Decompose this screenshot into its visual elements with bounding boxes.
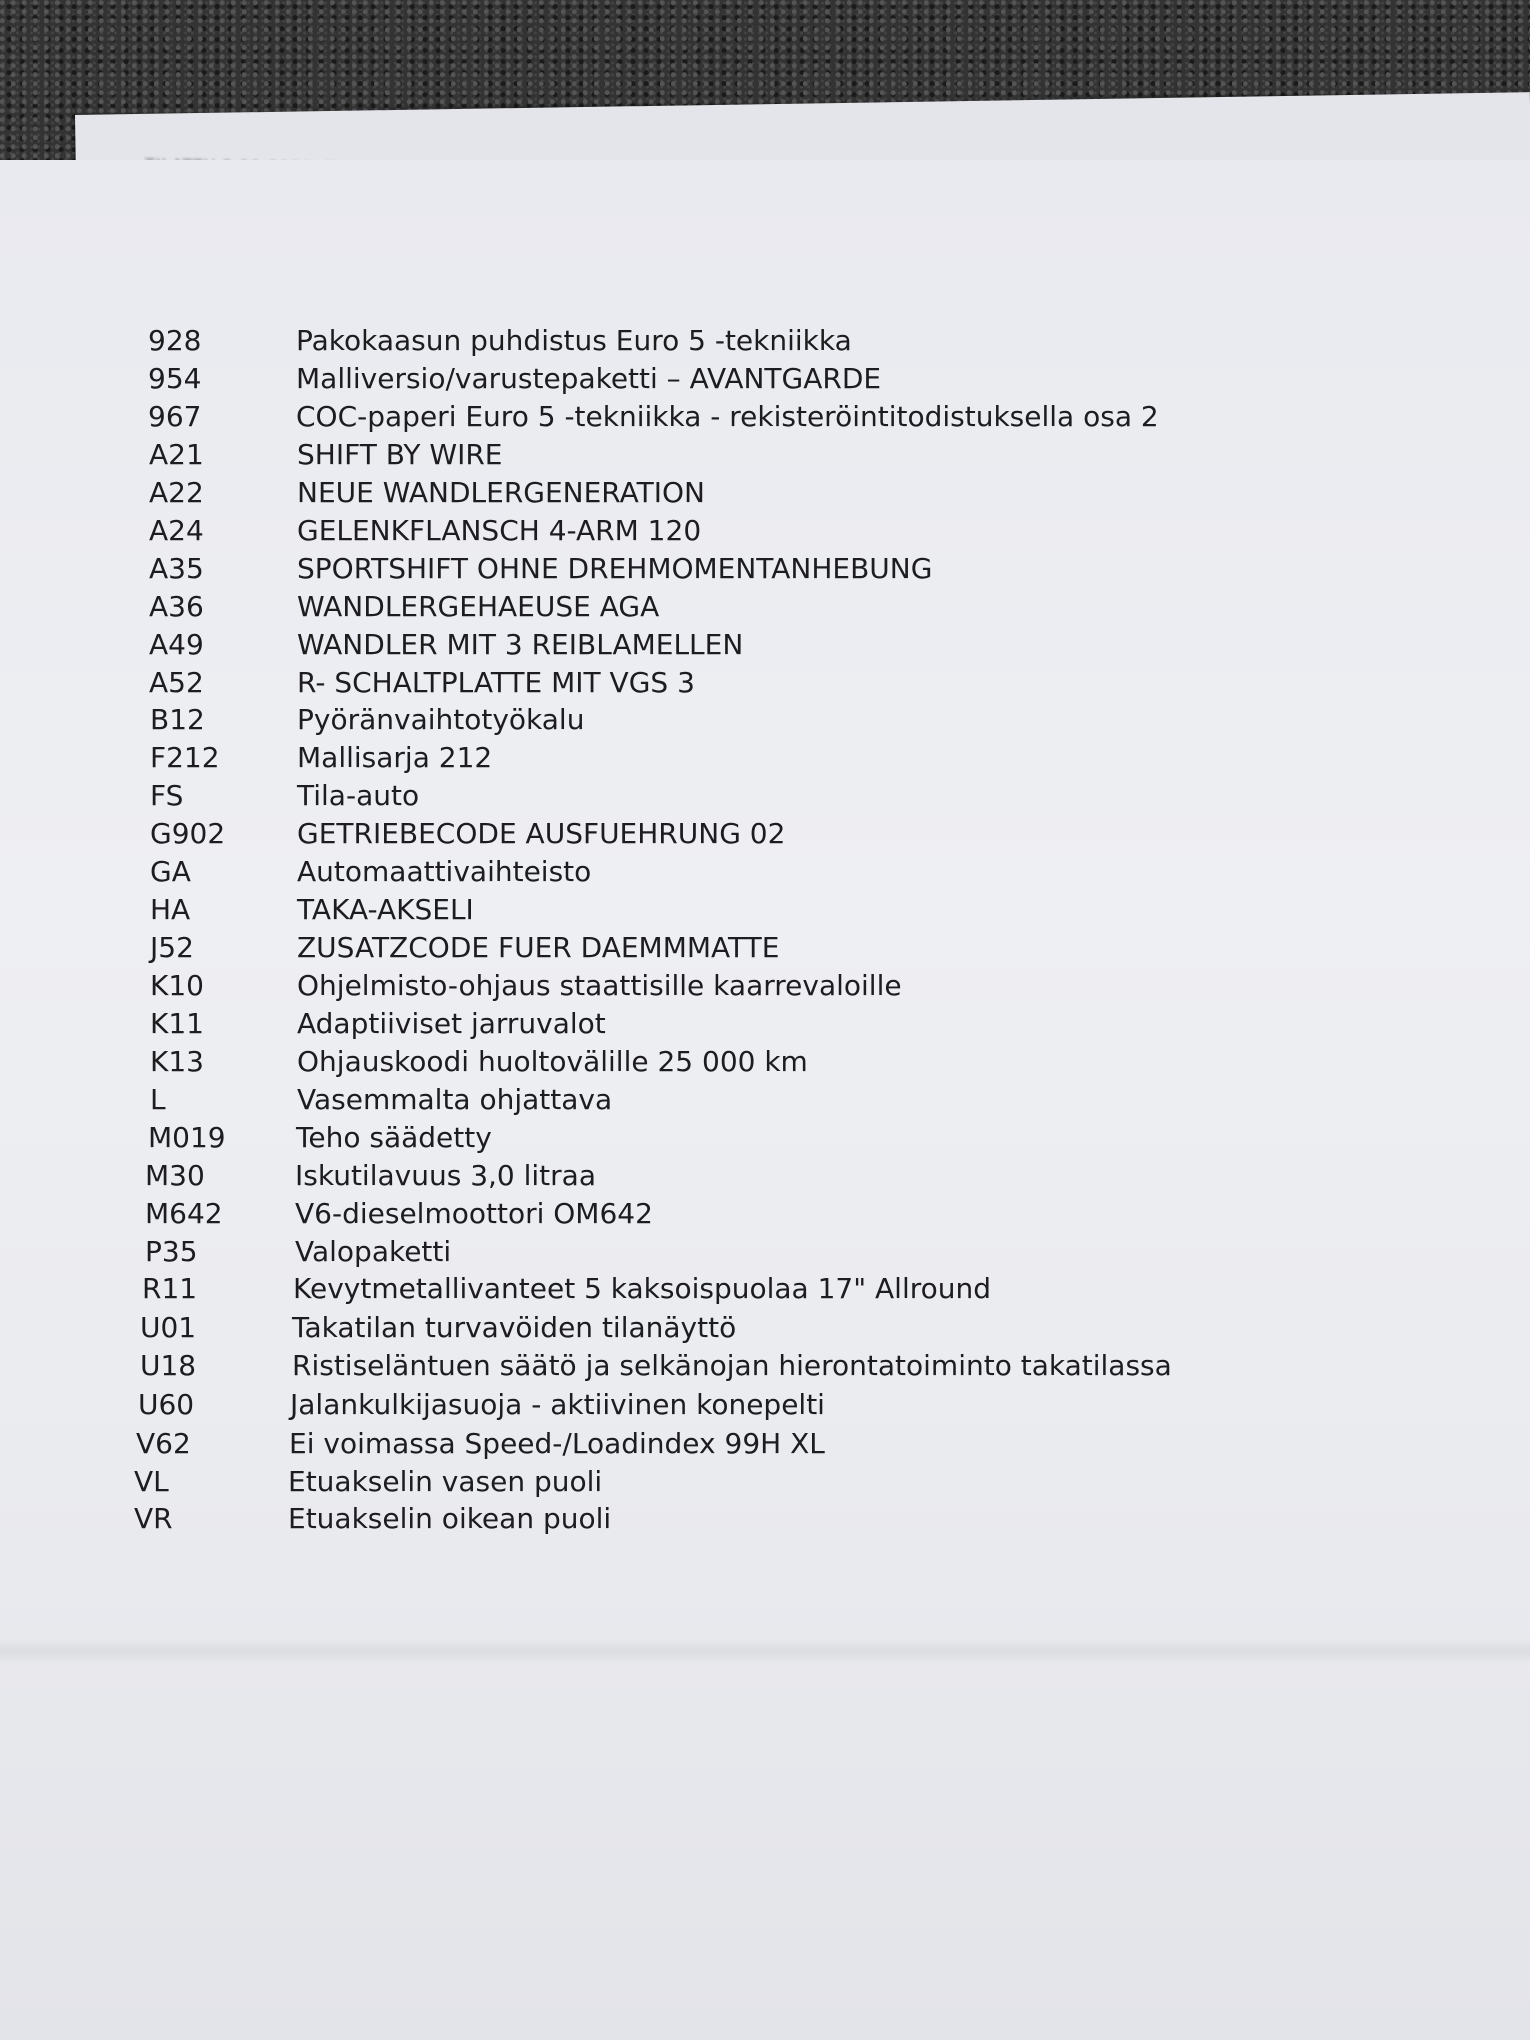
list-item bbox=[149, 512, 1500, 550]
item-code: P35 bbox=[145, 1235, 198, 1268]
list-item bbox=[150, 1043, 1500, 1081]
item-code: G902 bbox=[150, 817, 226, 850]
list-item bbox=[150, 739, 1500, 777]
list-item bbox=[138, 1386, 1500, 1424]
list-item bbox=[150, 929, 1500, 967]
list-item bbox=[134, 1463, 1500, 1501]
item-code: R11 bbox=[142, 1272, 198, 1305]
item-code: U01 bbox=[140, 1311, 197, 1344]
item-code: K10 bbox=[150, 969, 204, 1002]
list-item bbox=[150, 815, 1500, 853]
list-item bbox=[142, 1270, 1500, 1308]
item-code: A22 bbox=[149, 476, 204, 509]
item-code: VR bbox=[134, 1502, 173, 1535]
list-item bbox=[134, 1500, 1500, 1538]
list-item bbox=[136, 1425, 1500, 1463]
item-code: K11 bbox=[150, 1007, 204, 1040]
item-description: Etuakselin vasen puoli bbox=[288, 1465, 603, 1498]
item-description: Etuakselin oikean puoli bbox=[288, 1502, 612, 1535]
item-description: Ristiseläntuen säätö ja selkänojan hierontatoiminto takatilassa bbox=[292, 1349, 1172, 1382]
item-code: VL bbox=[134, 1465, 169, 1498]
item-description: TAKA-AKSELI bbox=[297, 893, 474, 926]
item-description: Jalankulkijasuoja - aktiivinen konepelti bbox=[290, 1388, 825, 1421]
item-code: J52 bbox=[150, 931, 194, 964]
item-code: FS bbox=[150, 779, 184, 812]
list-item bbox=[149, 474, 1500, 512]
item-code: K13 bbox=[150, 1045, 204, 1078]
item-code: A52 bbox=[149, 666, 204, 699]
item-description: Adaptiiviset jarruvalot bbox=[297, 1007, 606, 1040]
list-item bbox=[145, 1195, 1500, 1233]
item-code: F212 bbox=[150, 741, 220, 774]
item-code: V62 bbox=[136, 1427, 191, 1460]
item-code: 967 bbox=[148, 400, 202, 433]
item-description: WANDLER MIT 3 REIBLAMELLEN bbox=[297, 628, 744, 661]
item-code: HA bbox=[150, 893, 191, 926]
item-description: SPORTSHIFT OHNE DREHMOMENTANHEBUNG bbox=[297, 552, 933, 585]
item-description: Teho säädetty bbox=[296, 1121, 492, 1154]
item-code: M30 bbox=[145, 1159, 205, 1192]
item-code: U18 bbox=[140, 1349, 197, 1382]
item-description: Vasemmalta ohjattava bbox=[297, 1083, 613, 1116]
item-description: NEUE WANDLERGENERATION bbox=[297, 476, 705, 509]
item-description: SHIFT BY WIRE bbox=[297, 438, 503, 471]
item-description: ZUSATZCODE FUER DAEMMMATTE bbox=[297, 931, 780, 964]
list-item bbox=[150, 701, 1500, 739]
item-description: R- SCHALTPLATTE MIT VGS 3 bbox=[297, 666, 695, 699]
list-item bbox=[150, 891, 1500, 929]
list-item bbox=[149, 626, 1500, 664]
list-item bbox=[149, 588, 1500, 626]
item-description: Takatilan turvavöiden tilanäyttö bbox=[292, 1311, 737, 1344]
item-description: Pyöränvaihtotyökalu bbox=[297, 703, 585, 736]
item-code: GA bbox=[150, 855, 191, 888]
item-code: A49 bbox=[149, 628, 204, 661]
item-description: Valopaketti bbox=[295, 1235, 452, 1268]
list-item bbox=[140, 1309, 1500, 1347]
item-code: A36 bbox=[149, 590, 204, 623]
list-item bbox=[140, 1347, 1500, 1385]
list-item bbox=[150, 1081, 1500, 1119]
list-item bbox=[145, 1233, 1500, 1271]
item-code: 928 bbox=[148, 324, 202, 357]
item-code: B12 bbox=[150, 703, 205, 736]
list-item bbox=[149, 436, 1500, 474]
list-item bbox=[148, 322, 1500, 360]
item-code: M019 bbox=[148, 1121, 226, 1154]
item-description: WANDLERGEHAEUSE AGA bbox=[297, 590, 660, 623]
item-description: V6-dieselmoottori OM642 bbox=[295, 1197, 653, 1230]
list-item bbox=[150, 853, 1500, 891]
item-code: A24 bbox=[149, 514, 204, 547]
item-code: L bbox=[150, 1083, 166, 1116]
list-item bbox=[148, 360, 1500, 398]
list-item bbox=[150, 1005, 1500, 1043]
item-code: M642 bbox=[145, 1197, 223, 1230]
item-description: Ohjauskoodi huoltovälille 25 000 km bbox=[297, 1045, 808, 1078]
item-description: Mallisarja 212 bbox=[297, 741, 493, 774]
list-item bbox=[149, 550, 1500, 588]
item-description: COC-paperi Euro 5 -tekniikka - rekisteröintitodistuksella osa 2 bbox=[296, 400, 1159, 433]
list-item bbox=[150, 777, 1500, 815]
item-description: Automaattivaihteisto bbox=[297, 855, 592, 888]
item-description: Ohjelmisto-ohjaus staattisille kaarrevaloille bbox=[297, 969, 902, 1002]
list-item bbox=[145, 1157, 1500, 1195]
list-item bbox=[148, 1119, 1500, 1157]
item-description: GELENKFLANSCH 4-ARM 120 bbox=[297, 514, 702, 547]
item-code: 954 bbox=[148, 362, 202, 395]
item-description: Ei voimassa Speed-/Loadindex 99H XL bbox=[289, 1427, 825, 1460]
item-description: Iskutilavuus 3,0 litraa bbox=[295, 1159, 596, 1192]
list-item bbox=[149, 664, 1500, 702]
item-code: U60 bbox=[138, 1388, 195, 1421]
item-description: Kevytmetallivanteet 5 kaksoispuolaa 17" Allround bbox=[293, 1272, 992, 1305]
item-description: Pakokaasun puhdistus Euro 5 -tekniikka bbox=[296, 324, 852, 357]
paper-fold bbox=[0, 1638, 1530, 1664]
item-description: Malliversio/varustepaketti – AVANTGARDE bbox=[296, 362, 882, 395]
item-description: Tila-auto bbox=[297, 779, 420, 812]
item-code: A21 bbox=[149, 438, 204, 471]
item-description: GETRIEBECODE AUSFUEHRUNG 02 bbox=[297, 817, 786, 850]
item-code: A35 bbox=[149, 552, 204, 585]
list-item bbox=[148, 398, 1500, 436]
list-item bbox=[150, 967, 1500, 1005]
